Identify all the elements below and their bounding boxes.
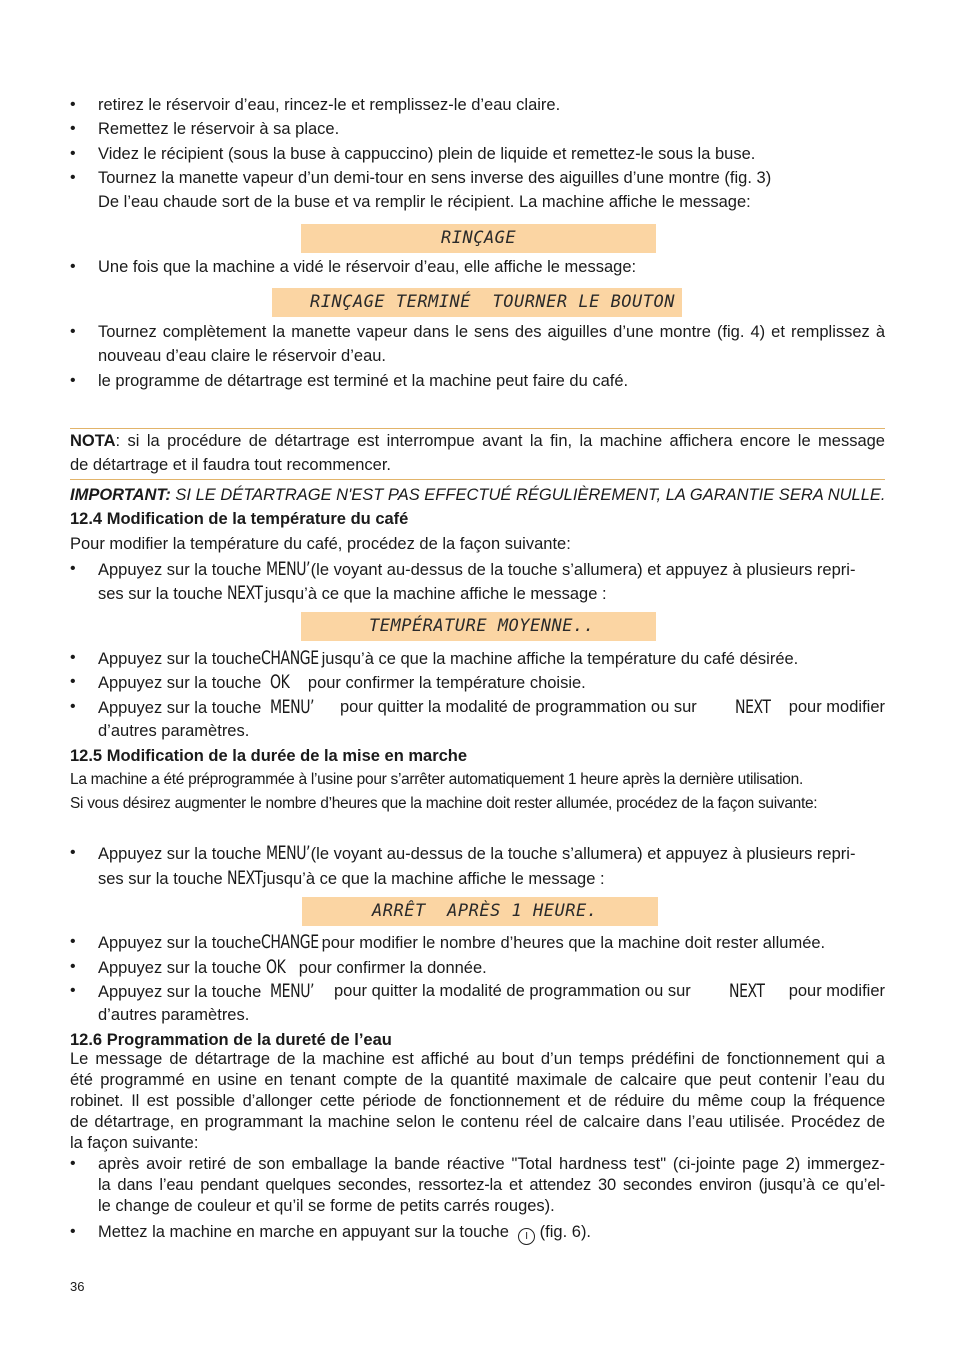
power-button-icon: I <box>518 1228 535 1245</box>
bullet: • <box>70 1155 76 1172</box>
bullet: • <box>70 933 76 950</box>
page-number: 36 <box>70 1279 85 1294</box>
section-heading: 12.6 Programmation de la dureté de l’eau <box>70 1031 392 1049</box>
instruction-text: De l’eau chaude sort de la buse et va remplir le récipient. La machine affiche le message: <box>98 193 751 211</box>
menu-key-icon: MENU’ <box>270 696 315 718</box>
section-heading: 12.4 Modification de la température du café <box>70 510 409 528</box>
next-key-icon: NEXT <box>729 980 765 1002</box>
paragraph-line: été programmé en usine en tenant compte de la quantité maximale de calcaire que peut contenir l’eau du <box>70 1071 885 1089</box>
display-message-box <box>301 224 656 253</box>
bullet: • <box>70 120 76 137</box>
instruction-text: Appuyez sur la touche MENU’ pour quitter la modalité de programmation ou sur NEXT pour modifier <box>98 696 885 718</box>
paragraph-line: la façon suivante: <box>70 1134 199 1152</box>
instruction-text: Appuyez sur la touche OK pour confirmer la donnée. <box>98 956 487 978</box>
instruction-text: ses sur la touche NEXTjusqu’à ce que la machine affiche le message : <box>98 867 605 889</box>
instruction-text: Appuyez sur la touche MENU’(le voyant au-dessus de la touche s’allumera) et appuyez à plusieurs repri- <box>98 842 856 864</box>
note-text: NOTA: si la procédure de détartrage est interrompue avant la fin, la machine affichera encore le message <box>70 432 885 450</box>
bullet: • <box>70 145 76 162</box>
instruction-text: Remettez le réservoir à sa place. <box>98 120 340 138</box>
bullet: • <box>70 169 76 186</box>
instruction-text: Appuyez sur la toucheCHANGE jusqu’à ce que la machine affiche la température du café désirée. <box>98 647 799 669</box>
instruction-text: le programme de détartrage est terminé et la machine peut faire du café. <box>98 372 629 390</box>
bullet: • <box>70 96 76 113</box>
display-message-text: RINÇAGE <box>441 228 517 248</box>
divider <box>70 479 885 480</box>
display-message-box <box>272 288 682 317</box>
instruction-text: retirez le réservoir d’eau, rincez-le et remplissez-le d’eau claire. <box>98 96 561 114</box>
instruction-text: Appuyez sur la touche OK pour confirmer la température choisie. <box>98 671 586 693</box>
instruction-text: nouveau d’eau claire le réservoir d’eau. <box>98 347 387 365</box>
instruction-text: Mettez la machine en marche en appuyant sur la touche I (fig. 6). <box>98 1220 591 1245</box>
bullet: • <box>70 649 76 666</box>
instruction-text: Tournez complètement la manette vapeur dans le sens des aiguilles d’une montre (fig. 4) et remplissez à <box>98 323 885 341</box>
instruction-text: Une fois que la machine a vidé le réservoir d’eau, elle affiche le message: <box>98 258 637 276</box>
section-intro: Pour modifier la température du café, procédez de la façon suivante: <box>70 535 571 553</box>
paragraph-line: Le message de détartrage de la machine est affiché au bout d’un temps prédéfini de fonctionnement qui a <box>70 1050 885 1068</box>
bullet: • <box>70 982 76 999</box>
display-message-text: TEMPÉRATURE MOYENNE.. <box>369 616 595 636</box>
note-label: NOTA <box>70 432 116 450</box>
section-heading: 12.5 Modification de la durée de la mise en marche <box>70 747 468 765</box>
menu-key-icon: MENU’ <box>265 842 310 864</box>
paragraph-line: robinet. Il est possible d’allonger cette période de fonctionnement et de réduire du même coup la fréquence <box>70 1092 885 1110</box>
instruction-text: le change de couleur et qu’il se forme de petits carrés rouges). <box>98 1197 555 1215</box>
instruction-text: d’autres paramètres. <box>98 1006 250 1024</box>
instruction-text: Videz le récipient (sous la buse à cappuccino) plein de liquide et remettez-le sous la buse. <box>98 145 756 163</box>
next-key-icon: NEXT <box>227 867 263 889</box>
instruction-text: Appuyez sur la touche MENU’ pour quitter la modalité de programmation ou sur NEXT pour modifier <box>98 980 885 1002</box>
next-key-icon: NEXT <box>735 696 771 718</box>
section-intro: La machine a été préprogrammée à l’usine pour s’arrêter automatiquement 1 heure après la dernière utilisation. <box>70 771 803 788</box>
note-text: de détartrage et il faudra tout recommencer. <box>70 456 392 474</box>
bullet: • <box>70 323 76 340</box>
display-message-text: RINÇAGE TERMINÉ TOURNER LE BOUTON <box>310 292 675 312</box>
bullet: • <box>70 698 76 715</box>
next-key-icon: NEXT <box>227 582 263 604</box>
change-key-icon: CHANGE <box>261 931 319 953</box>
ok-key-icon: OK <box>265 956 286 978</box>
instruction-text: ses sur la touche NEXT jusqu’à ce que la machine affiche le message : <box>98 582 607 604</box>
important-notice: IMPORTANT: SI LE DÉTARTRAGE N'EST PAS EFFECTUÉ RÉGULIÈREMENT, LA GARANTIE SERA NULLE. <box>70 486 886 504</box>
section-intro: Si vous désirez augmenter le nombre d’heures que la machine doit rester allumée, procédez de la façon suivante: <box>70 795 818 812</box>
display-message-box <box>302 897 658 926</box>
instruction-text: d’autres paramètres. <box>98 722 250 740</box>
bullet: • <box>70 560 76 577</box>
paragraph-line: de détartrage, en programmant la machine selon le contenu réel de calcaire dans l’eau utilisée. Procédez de <box>70 1113 885 1131</box>
instruction-text: la dans l’eau pendant quelques secondes, ressortez-la et attendez 30 secondes environ (jusqu’à ce qu’el- <box>98 1176 885 1194</box>
display-message-box <box>301 612 656 641</box>
bullet: • <box>70 1223 76 1240</box>
bullet: • <box>70 372 76 389</box>
instruction-text: après avoir retiré de son emballage la bande réactive "Total hardness test" (ci-jointe page 2) immergez- <box>98 1155 885 1173</box>
bullet: • <box>70 258 76 275</box>
bullet: • <box>70 844 76 861</box>
instruction-text: Appuyez sur la touche MENU’(le voyant au-dessus de la touche s’allumera) et appuyez à plusieurs repri- <box>98 558 856 580</box>
bullet: • <box>70 673 76 690</box>
important-label: IMPORTANT: <box>70 486 171 504</box>
instruction-text: Appuyez sur la toucheCHANGE pour modifier le nombre d’heures que la machine doit rester allumée. <box>98 931 826 953</box>
menu-key-icon: MENU’ <box>265 558 310 580</box>
ok-key-icon: OK <box>270 671 290 693</box>
change-key-icon: CHANGE <box>261 647 319 669</box>
menu-key-icon: MENU’ <box>270 980 315 1002</box>
display-message-text: ARRÊT APRÈS 1 HEURE. <box>372 901 598 921</box>
bullet: • <box>70 958 76 975</box>
instruction-text: Tournez la manette vapeur d’un demi-tour en sens inverse des aiguilles d’une montre (fig. 3) <box>98 169 772 187</box>
